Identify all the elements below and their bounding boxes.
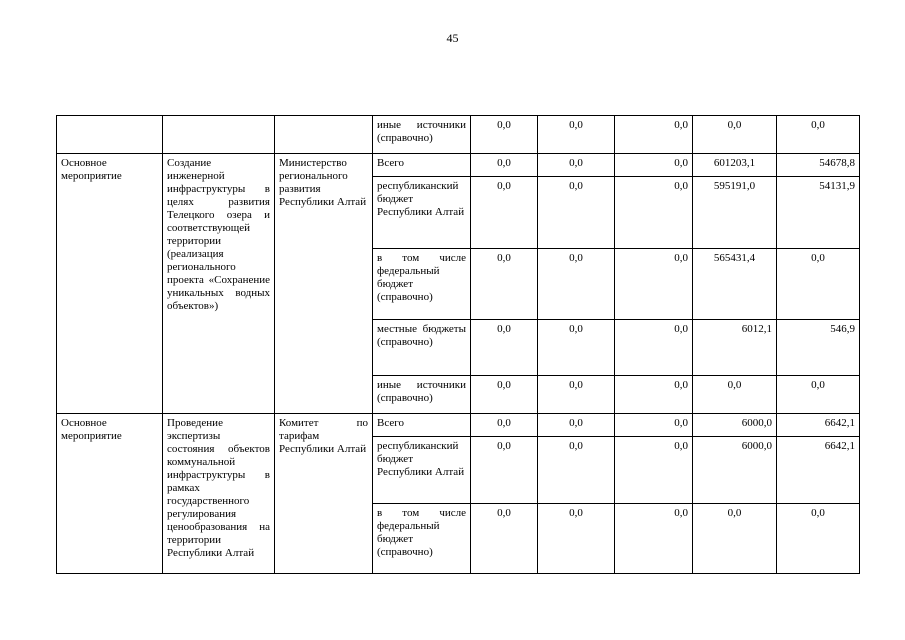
activity-name-cell: Проведение экспертизы состояния объектов коммунальной инфраструктуры в рамках государственного регулирования ценообразования на территории Республики Алтай — [163, 414, 275, 574]
funding-source-cell: Всего — [373, 414, 471, 437]
value-cell: 0,0 — [471, 154, 538, 177]
funding-source-cell: местные бюджеты (справочно) — [373, 320, 471, 376]
value-cell: 595191,0 — [693, 177, 777, 249]
value-cell: 0,0 — [471, 249, 538, 320]
value-cell: 0,0 — [615, 414, 693, 437]
activity-type-cell — [57, 116, 163, 154]
budget-table — [56, 115, 860, 574]
value-cell: 6642,1 — [777, 437, 860, 504]
value-cell: 0,0 — [693, 376, 777, 414]
funding-source-cell: в том числе федеральный бюджет (справочно) — [373, 504, 471, 574]
value-cell: 54678,8 — [777, 154, 860, 177]
funding-source-cell: иные источники (справочно) — [373, 376, 471, 414]
value-cell: 0,0 — [471, 116, 538, 154]
value-cell: 0,0 — [693, 116, 777, 154]
value-cell: 0,0 — [538, 320, 615, 376]
value-cell: 0,0 — [777, 504, 860, 574]
value-cell: 0,0 — [615, 249, 693, 320]
funding-source-cell: республиканский бюджет Республики Алтай — [373, 437, 471, 504]
value-cell: 6000,0 — [693, 414, 777, 437]
value-cell: 0,0 — [538, 414, 615, 437]
value-cell: 0,0 — [471, 376, 538, 414]
value-cell: 0,0 — [471, 414, 538, 437]
value-cell: 54131,9 — [777, 177, 860, 249]
executor-cell — [275, 116, 373, 154]
executor-cell: Министерство регионального развития Республики Алтай — [275, 154, 373, 414]
value-cell: 565431,4 — [693, 249, 777, 320]
value-cell: 0,0 — [777, 116, 860, 154]
page-number: 45 — [446, 31, 459, 45]
value-cell: 0,0 — [538, 437, 615, 504]
value-cell: 546,9 — [777, 320, 860, 376]
value-cell: 0,0 — [615, 376, 693, 414]
activity-name-cell — [163, 116, 275, 154]
value-cell: 0,0 — [693, 504, 777, 574]
funding-source-cell: иные источники (справочно) — [373, 116, 471, 154]
value-cell: 0,0 — [615, 504, 693, 574]
value-cell: 0,0 — [615, 437, 693, 504]
executor-cell: Комитет по тарифам Республики Алтай — [275, 414, 373, 574]
value-cell: 0,0 — [615, 177, 693, 249]
value-cell: 0,0 — [538, 116, 615, 154]
value-cell: 0,0 — [471, 177, 538, 249]
value-cell: 0,0 — [777, 249, 860, 320]
table-row — [57, 116, 860, 154]
value-cell: 0,0 — [471, 504, 538, 574]
value-cell: 0,0 — [471, 320, 538, 376]
value-cell: 0,0 — [471, 437, 538, 504]
value-cell: 6000,0 — [693, 437, 777, 504]
value-cell: 0,0 — [615, 154, 693, 177]
activity-name-cell: Создание инженерной инфраструктуры в целях развития Телецкого озера и соответствующей территории (реализация регионального проекта «Сохранение уникальных водных объектов») — [163, 154, 275, 414]
table-row — [57, 154, 860, 177]
activity-type-cell: Основное мероприятие — [57, 154, 163, 414]
value-cell: 0,0 — [538, 154, 615, 177]
table-row — [57, 414, 860, 437]
value-cell: 0,0 — [615, 116, 693, 154]
value-cell: 0,0 — [538, 177, 615, 249]
activity-type-cell: Основное мероприятие — [57, 414, 163, 574]
value-cell: 6012,1 — [693, 320, 777, 376]
funding-source-cell: Всего — [373, 154, 471, 177]
funding-source-cell: республиканский бюджет Республики Алтай — [373, 177, 471, 249]
value-cell: 0,0 — [538, 249, 615, 320]
value-cell: 0,0 — [538, 504, 615, 574]
funding-source-cell: в том числе федеральный бюджет (справочно) — [373, 249, 471, 320]
value-cell: 6642,1 — [777, 414, 860, 437]
value-cell: 0,0 — [538, 376, 615, 414]
value-cell: 601203,1 — [693, 154, 777, 177]
value-cell: 0,0 — [615, 320, 693, 376]
value-cell: 0,0 — [777, 376, 860, 414]
